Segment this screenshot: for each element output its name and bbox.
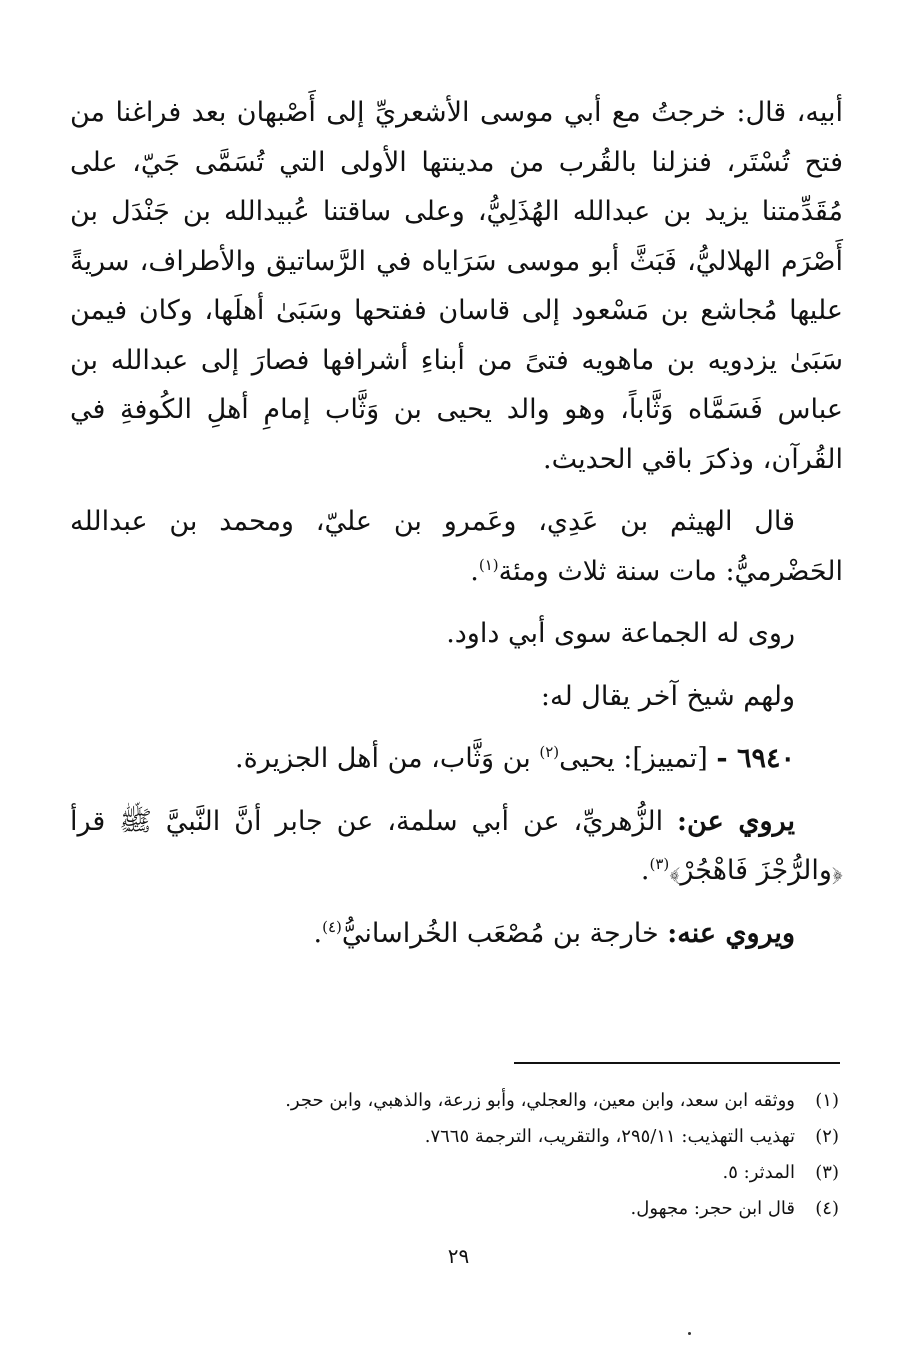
sentence-end: . <box>640 855 650 886</box>
footnote-ref-2[interactable]: (٢) <box>539 743 560 761</box>
footnote-text: ووثقه ابن سعد، وابن معين، والعجلي، وأبو زرعة، والذهبي، وابن حجر. <box>285 1090 795 1111</box>
entry-name-post: بن وَثَّاب، من أهل الجزيرة. <box>235 743 531 774</box>
footnote-number: (٢) <box>815 1126 839 1147</box>
footnote-number: (٣) <box>815 1162 839 1183</box>
footnote-4 <box>70 1191 839 1227</box>
paragraph-narration <box>70 88 843 484</box>
paragraph-other-shaykh <box>70 672 843 722</box>
entry-number: ٦٩٤٠ - <box>716 743 795 774</box>
footnotes <box>70 1083 839 1227</box>
main-text <box>70 88 843 958</box>
narrated-by-label: ويروي عنه: <box>667 917 795 949</box>
footnote-divider <box>514 1062 840 1064</box>
footnote-text: تهذيب التهذيب: ٢٩٥/١١، والتقريب، الترجمة ٧٦٦٥. <box>424 1126 795 1147</box>
footnote-ref-1[interactable]: (١) <box>478 555 499 574</box>
entry-heading <box>70 734 843 784</box>
footnote-1 <box>70 1083 839 1119</box>
footnote-number: (٤) <box>815 1198 839 1219</box>
paragraph-narrates-from <box>70 797 843 896</box>
sentence-end: . <box>313 917 323 949</box>
death-date-text: قال الهيثم بن عَدِي، وعَمرو بن عليّ، ومحمد بن عبدالله الحَضْرميُّ: مات سنة ثلاث ومئة <box>70 506 843 587</box>
footnote-ref-4[interactable]: (٤) <box>322 917 342 936</box>
page-number: ٢٩ <box>447 1244 470 1268</box>
scan-speck <box>688 1332 691 1335</box>
paragraph-narrated-by <box>70 909 843 959</box>
paragraph-death-date <box>70 497 843 596</box>
entry-name-pre: [تمييز]: يحيى <box>559 743 708 774</box>
narration-text: أبيه، قال: خرجتُ مع أبي موسى الأشعريِّ إلى أَصْبهان بعد فراغنا من فتح تُسْتَر، فنزلنا بالقُرب من مدينتها الأولى التي تُسَمَّى جَيّ، على مُقَدِّمتنا يزيد بن عبدالله الهُذَلِيُّ، وعلى ساقتنا عُبيدالله بن جَنْدَل بن أَصْرَم الهلاليُّ، فَبَثَّ أبو موسى سَرَاياه في الرَّساتيق والأطراف، سريةً عليها مُجاشع بن مَسْعود إلى قاسان ففتحها وسَبَىٰ أهلَها، وكان فيمن سَبَىٰ يزدويه بن ماهويه فتىً من أبناءِ أشرافها فصارَ إلى عبدالله بن عباس فَسَمَّاه وَثَّاباً، وهو والد يحيى بن وَثَّاب إمامِ أهلِ الكُوفةِ في القُرآن، وذكرَ باقي الحديث. <box>70 97 843 475</box>
other-shaykh-text: ولهم شيخ آخر يقال له: <box>540 680 795 712</box>
footnote-number: (١) <box>815 1090 839 1111</box>
footnote-3 <box>70 1155 839 1191</box>
sentence-end: . <box>470 555 479 587</box>
narrated-by-text: خارجة بن مُصْعَب الخُراسانيُّ <box>341 917 659 949</box>
footnote-text: المدثر: ٥. <box>722 1162 795 1183</box>
narrates-from-text: الزُّهريِّ، عن أبي سلمة، عن جابر أنَّ النَّبيَّ ﷺ قرأ ﴿والرُّجْزَ فَاهْجُرْ﴾ <box>70 805 843 886</box>
narrators-text: روى له الجماعة سوى أبي داود. <box>446 618 795 649</box>
paragraph-narrators <box>70 609 843 659</box>
footnote-ref-3[interactable]: (٣) <box>649 855 670 873</box>
footnote-text: قال ابن حجر: مجهول. <box>630 1198 795 1219</box>
narrates-from-label: يروي عن: <box>677 805 795 837</box>
footnote-2 <box>70 1119 839 1155</box>
